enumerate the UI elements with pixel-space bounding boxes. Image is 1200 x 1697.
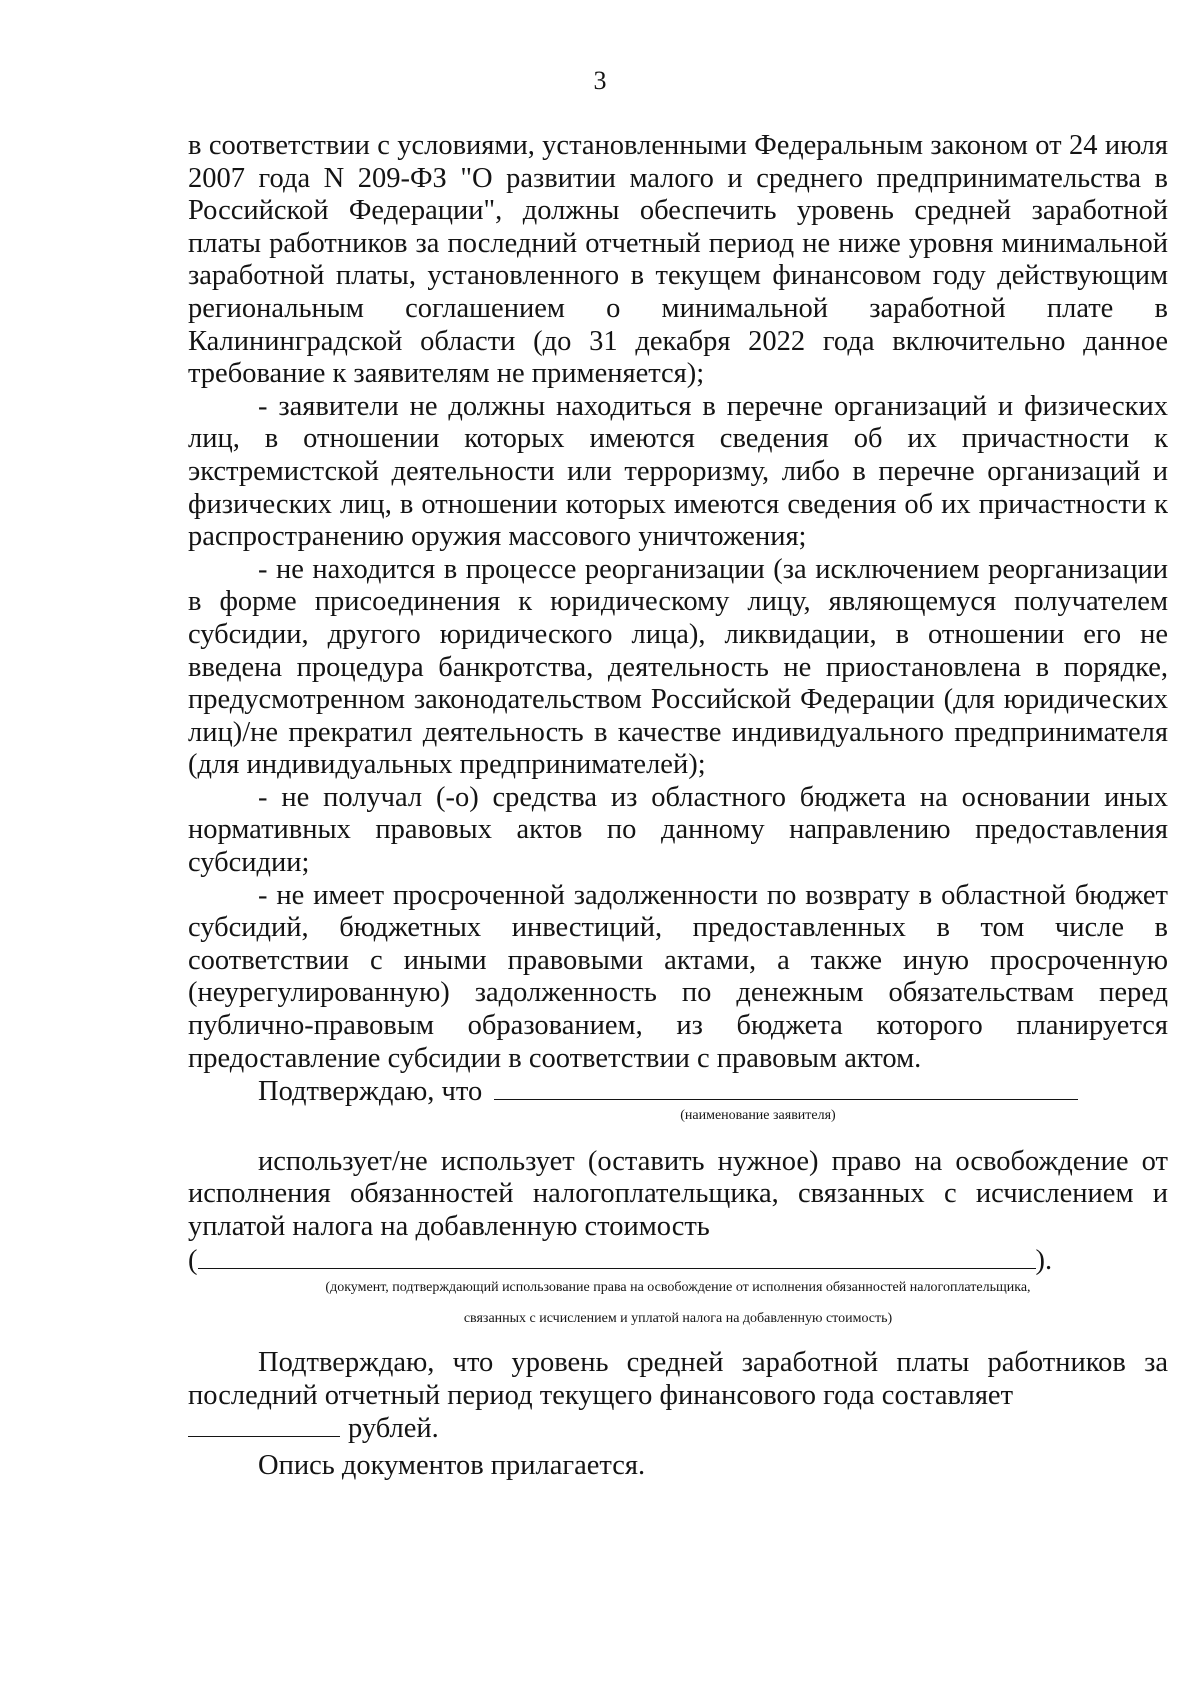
paragraph-no-other-funds: - не получал (-о) средства из областного бюджета на основании иных нормативных правовых актов по данному направлению предоставления субсидии; bbox=[188, 781, 1168, 879]
applicant-name-caption: (наименование заявителя) bbox=[680, 1107, 836, 1123]
paragraph-extremism-list: - заявители не должны находиться в перечне организаций и физических лиц, в отношении которых имеются сведения об их причастности к экстремистской деятельности или терроризму, либо в перечне организаций и физических лиц, в отношении которых имеются сведения об их причастности к распространению оружия массового уничтожения; bbox=[188, 390, 1168, 553]
paragraph-reorganization: - не находится в процессе реорганизации (за исключением реорганизации в форме присоединения к юридическому лицу, являющемуся получателем субсидии, другого юридического лица), ликвидации, в отношении его не введена процедура банкротства, деятельность не приостановлена в порядке, предусмотренном законодательством Российской Федерации (для юридических лиц)/не прекратил деятельность в качестве индивидуального предпринимателя (для индивидуальных предпринимателей); bbox=[188, 553, 1168, 781]
vat-document-row bbox=[188, 1244, 1168, 1278]
vat-document-caption-line2: связанных с исчислением и уплатой налога на добавленную стоимость) bbox=[463, 1311, 893, 1327]
document-body bbox=[188, 130, 1168, 1483]
salary-unit: рублей. bbox=[348, 1413, 439, 1445]
vat-open-paren: ( bbox=[188, 1244, 198, 1276]
salary-amount-row bbox=[188, 1412, 1168, 1446]
paragraph-salary-requirement: в соответствии с условиями, установленными Федеральным законом от 24 июля 2007 года N 209-ФЗ "О развитии малого и среднего предпринимательства в Российской Федерации", должны обеспечить уровень средней заработной платы работников за последний отчетный период не ниже уровня минимальной заработной платы, установленного в текущем финансовом году действующим региональным соглашением о минимальной заработной плате в Калининградской области (до 31 декабря 2022 года включительно данное требование к заявителям не применяется); bbox=[188, 130, 1168, 390]
inventory-note: Опись документов прилагается. bbox=[258, 1449, 646, 1481]
paragraph-average-salary: Подтверждаю, что уровень средней заработной платы работников за последний отчетный период текущего финансового года составляет bbox=[188, 1347, 1168, 1411]
vat-document-caption-line1: (документ, подтверждающий использование права на освобождение от исполнения обязанностей налогоплательщика, bbox=[325, 1280, 1031, 1296]
confirm-applicant-label: Подтверждаю, что bbox=[258, 1076, 483, 1108]
page-number: 3 bbox=[593, 66, 607, 95]
paragraph-vat-exemption: использует/не использует (оставить нужное) право на освобождение от исполнения обязанностей налогоплательщика, связанных с исчислением и уплатой налога на добавленную стоимость bbox=[188, 1145, 1168, 1242]
confirm-applicant-row bbox=[188, 1075, 1168, 1109]
applicant-name-field[interactable] bbox=[494, 1075, 1078, 1100]
salary-amount-field[interactable] bbox=[188, 1412, 340, 1437]
vat-document-field[interactable] bbox=[198, 1244, 1036, 1269]
paragraph-no-debt: - не имеет просроченной задолженности по возврату в областной бюджет субсидий, бюджетных инвестиций, предоставленных в том числе в соответствии с иными правовыми актами, а также иную просроченную (неурегулированную) задолженность по денежным обязательствам перед публично-правовым образованием, из бюджета которого планируется предоставление субсидии в соответствии с правовым актом. bbox=[188, 879, 1168, 1074]
vat-close-paren: ). bbox=[1035, 1244, 1053, 1276]
